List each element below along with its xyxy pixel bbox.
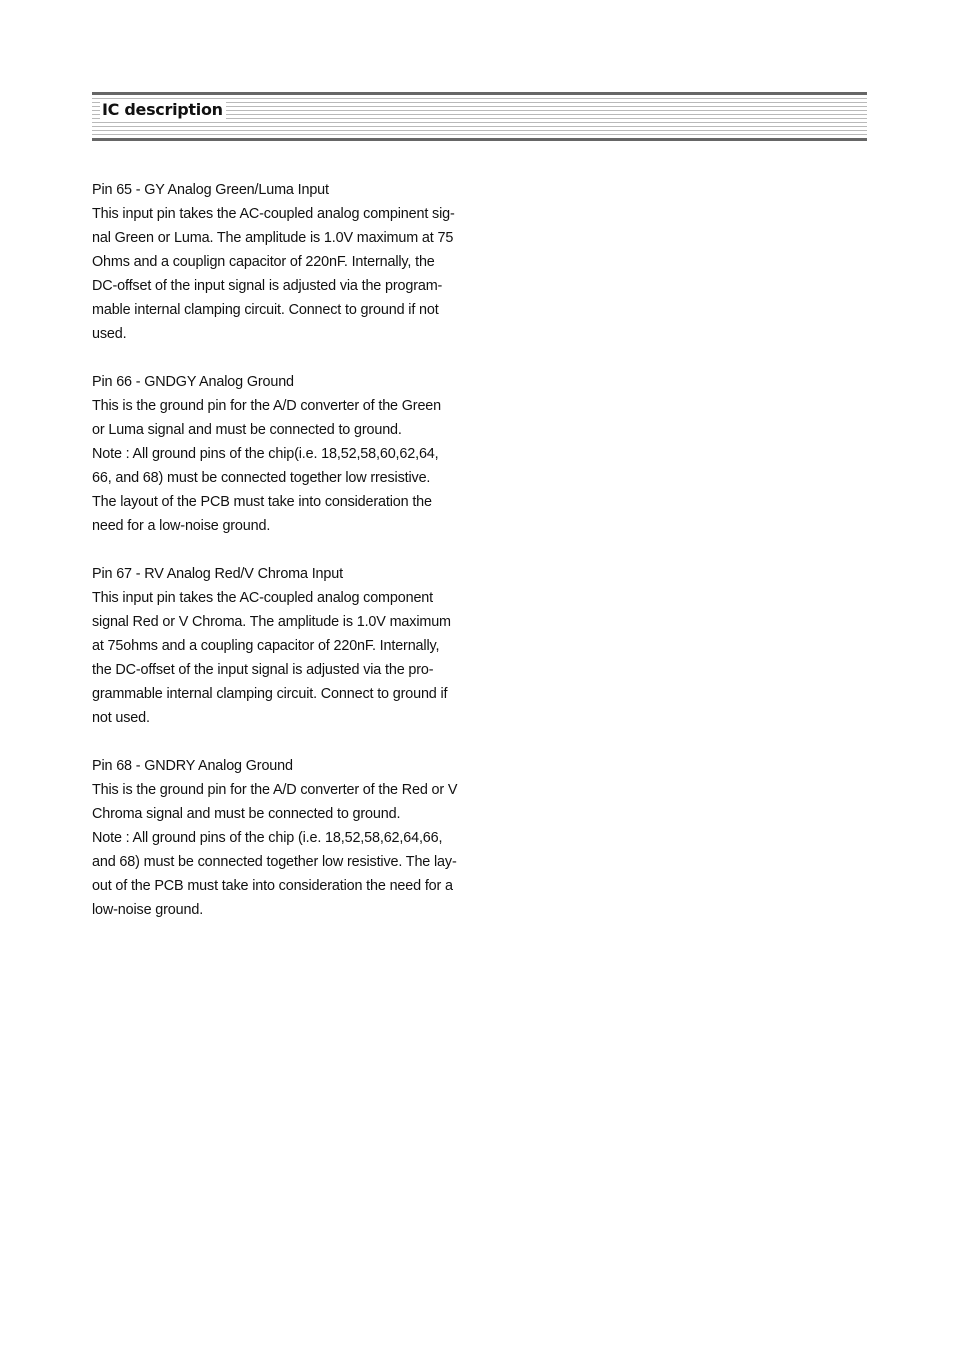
body-line: Chroma signal and must be connected to ground. xyxy=(92,806,401,822)
pin-65-heading: Pin 65 - GY Analog Green/Luma Input xyxy=(92,182,329,198)
body-line: This is the ground pin for the A/D converter of the Red or V xyxy=(92,782,458,798)
body-line: at 75ohms and a coupling capacitor of 220nF. Internally, xyxy=(92,638,440,654)
body-line: grammable internal clamping circuit. Connect to ground if xyxy=(92,686,448,702)
body-line: nal Green or Luma. The amplitude is 1.0V maximum at 75 xyxy=(92,230,454,246)
page-title: IC description xyxy=(100,100,226,120)
body-line: and 68) must be connected together low resistive. The lay- xyxy=(92,854,457,870)
body-line: low-noise ground. xyxy=(92,902,204,918)
body-line: or Luma signal and must be connected to ground. xyxy=(92,422,402,438)
pin-66-heading: Pin 66 - GNDGY Analog Ground xyxy=(92,374,294,390)
body-line: not used. xyxy=(92,710,150,726)
pin-67-heading: Pin 67 - RV Analog Red/V Chroma Input xyxy=(92,566,343,582)
body-line: mable internal clamping circuit. Connect to ground if not xyxy=(92,302,439,318)
body-line: This input pin takes the AC-coupled analog compinent sig- xyxy=(92,206,455,222)
pin-66-section xyxy=(92,370,472,538)
body-line: out of the PCB must take into consideration the need for a xyxy=(92,878,453,894)
section-header-band xyxy=(92,92,867,141)
body-line: the DC-offset of the input signal is adjusted via the pro- xyxy=(92,662,434,678)
body-line: Ohms and a couplign capacitor of 220nF. Internally, the xyxy=(92,254,435,270)
body-line: 66, and 68) must be connected together low rresistive. xyxy=(92,470,431,486)
pin-68-section xyxy=(92,754,472,922)
body-line: Note : All ground pins of the chip(i.e. 18,52,58,60,62,64, xyxy=(92,446,439,462)
body-line: This input pin takes the AC-coupled analog component xyxy=(92,590,433,606)
body-line: DC-offset of the input signal is adjusted via the program- xyxy=(92,278,443,294)
document-body xyxy=(92,178,472,946)
body-line: Note : All ground pins of the chip (i.e. 18,52,58,62,64,66, xyxy=(92,830,443,846)
body-line: This is the ground pin for the A/D converter of the Green xyxy=(92,398,442,414)
body-line: used. xyxy=(92,326,127,342)
pin-65-section xyxy=(92,178,472,346)
pin-67-section xyxy=(92,562,472,730)
body-line: signal Red or V Chroma. The amplitude is 1.0V maximum xyxy=(92,614,451,630)
body-line: The layout of the PCB must take into consideration the xyxy=(92,494,432,510)
pin-68-heading: Pin 68 - GNDRY Analog Ground xyxy=(92,758,293,774)
body-line: need for a low-noise ground. xyxy=(92,518,271,534)
